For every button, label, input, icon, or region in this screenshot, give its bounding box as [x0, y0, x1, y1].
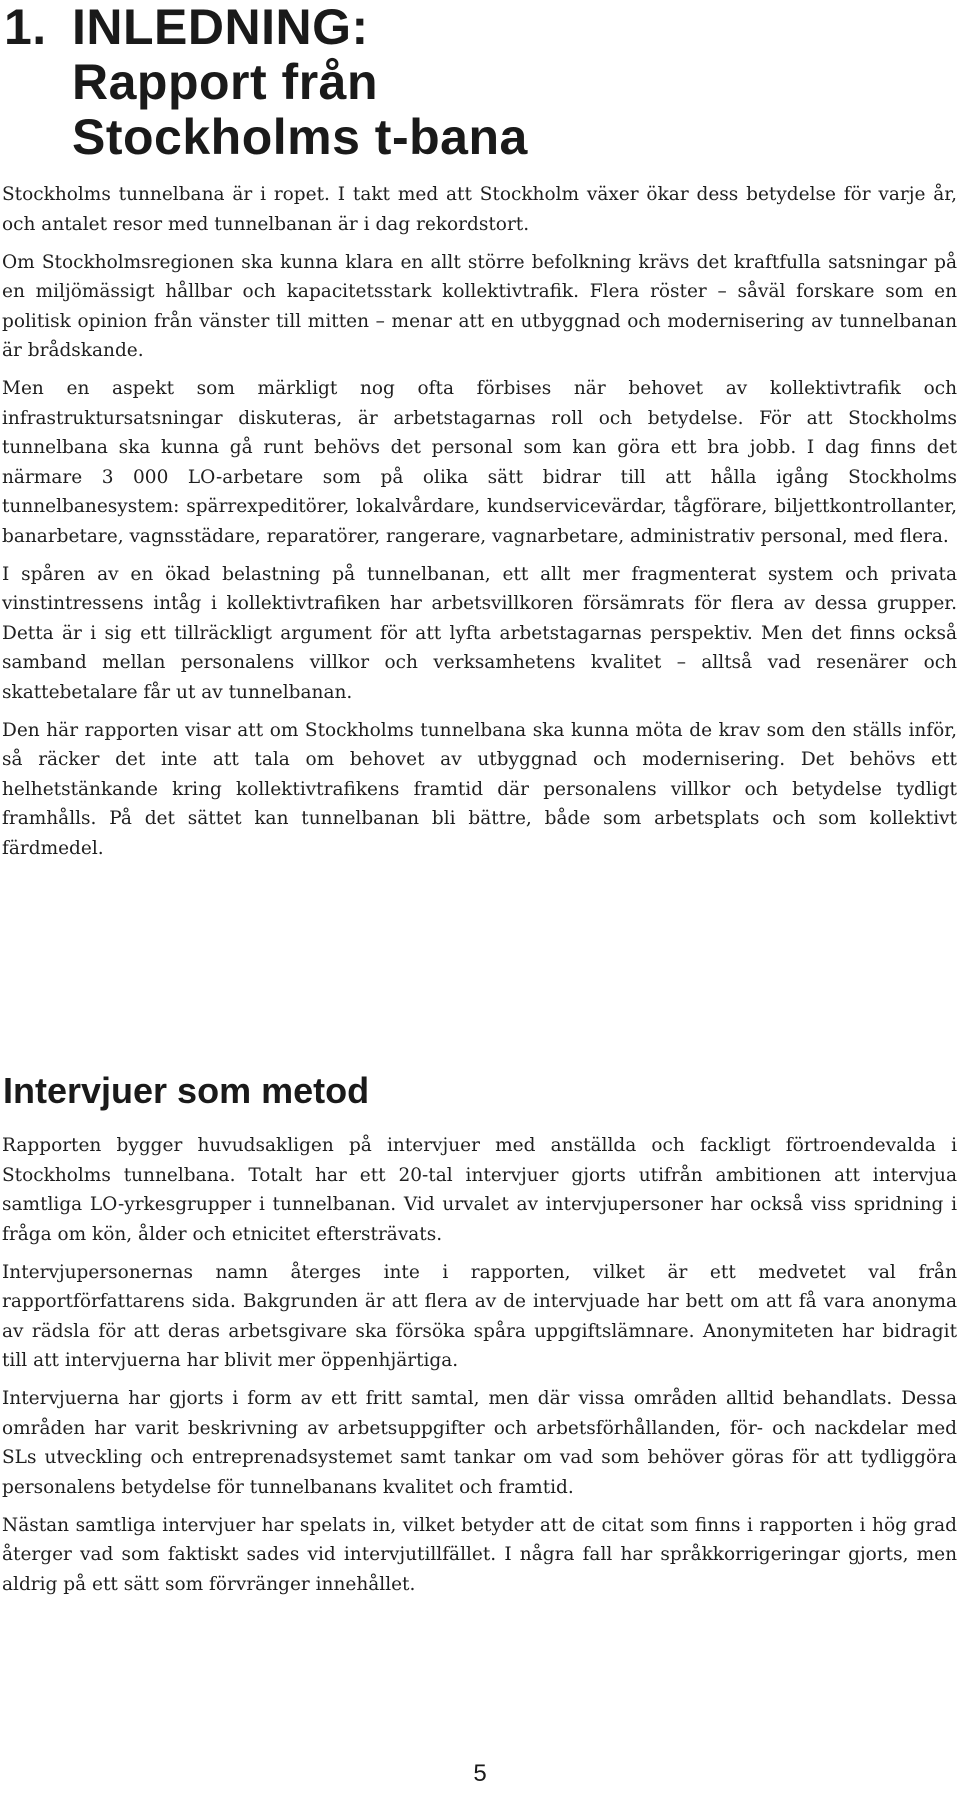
method-paragraph-1: Rapporten bygger huvudsakligen på intervjuer med anställda och fackligt förtroendevalda i Stockholms tunnelbana. Totalt har ett 20-tal intervjuer gjorts utifrån ambitionen att intervjua samtliga LO-yrkesgrupper i tunnelbanan. Vid urvalet av intervjupersoner har också viss spridning i fråga om kön, ålder och etnicitet eftersträvats.: [2, 1135, 957, 1245]
intro-paragraph-5: Den här rapporten visar att om Stockholms tunnelbana ska kunna möta de krav som den ställs inför, så räcker det inte att tala om behovet av utbyggnad och modernisering. Det behövs ett helhetstänkande kring kollektivtrafikens framtid där personalens villkor och betydelse tydligt framhålls. På det sättet kan tunnelbanan bli bättre, både som arbetsplats och som kollektivt färdmedel.: [2, 719, 957, 859]
intro-paragraph-3: Men en aspekt som märkligt nog ofta förbises när behovet av kollektivtrafik och infrastruktursatsningar diskuteras, är arbetstagarnas roll och betydelse. För att Stockholms tunnelbana ska kunna gå runt behövs det personal som kan göra ett bra jobb. I dag finns det närmare 3 000 LO-arbetare som på olika sätt bidrar till att hålla igång Stockholms tunnelbanesystem: spärrexpeditörer, lokalvårdare, kundservicevärdar, tågförare, biljettkontrollanter, banarbetare, vagnsstädare, reparatörer, rangerare, vagnarbetare, administrativ personal, med flera.: [2, 378, 957, 547]
intro-section: [2, 180, 957, 872]
chapter-number: 1.: [4, 0, 47, 55]
chapter-title-line-2: Rapport från: [72, 54, 378, 110]
intro-paragraph-1: Stockholms tunnelbana är i ropet. I takt med att Stockholm växer ökar dess betydelse för varje år, och antalet resor med tunnelbanan är i dag rekordstort.: [2, 184, 957, 235]
intro-paragraph-2: Om Stockholmsregionen ska kunna klara en allt större befolkning krävs det kraftfulla satsningar på en miljömässigt hållbar och kapacitetsstark kollektivtrafik. Flera röster – såväl forskare som en politisk opinion från vänster till mitten – menar att en utbyggnad och modernisering av tunnelbanan är brådskande.: [2, 251, 957, 361]
chapter-title-line-1: INLEDNING:: [72, 0, 369, 55]
method-section: [2, 1131, 957, 1608]
method-heading: Intervjuer som metod: [3, 1070, 370, 1111]
method-paragraph-4: Nästan samtliga intervjuer har spelats in, vilket betyder att de citat som finns i rapporten i hög grad återger vad som faktiskt sades vid intervjutillfället. I några fall har språkkorrigeringar gjorts, men aldrig på ett sätt som förvränger innehållet.: [2, 1514, 957, 1595]
chapter-title-text: [72, 0, 712, 165]
intro-paragraph-4: I spåren av en ökad belastning på tunnelbanan, ett allt mer fragmenterat system och privata vinstintressens intåg i kollektivtrafiken har arbetsvillkoren försämrats för flera av dessa grupper. Detta är i sig ett tillräckligt argument för att lyfta arbetstagarnas perspektiv. Men det finns också samband mellan personalens villkor och verksamhetens kvalitet – alltså vad resenärer och skattebetalare får ut av tunnelbanan.: [2, 563, 957, 703]
chapter-title-line-3: Stockholms t-bana: [72, 109, 528, 165]
method-paragraph-3: Intervjuerna har gjorts i form av ett fritt samtal, men där vissa områden alltid behandlats. Dessa områden har varit beskrivning av arbetsuppgifter och arbetsförhållanden, för- och nackdelar med SLs utveckling och entreprenadsystemet samt tankar om vad som behöver göras för att tydliggöra personalens betydelse för tunnelbanans kvalitet och framtid.: [2, 1388, 957, 1498]
method-paragraph-2: Intervjupersonernas namn återges inte i rapporten, vilket är ett medvetet val från rapportförfattarens sida. Bakgrunden är att flera av de intervjuade har bett om att få vara anonyma av rädsla för att deras arbetsgivare ska försöka spåra uppgiftslämnare. Anonymiteten har bidragit till att intervjuerna har blivit mer öppenhjärtiga.: [2, 1261, 957, 1371]
page-number: 5: [473, 1760, 487, 1787]
